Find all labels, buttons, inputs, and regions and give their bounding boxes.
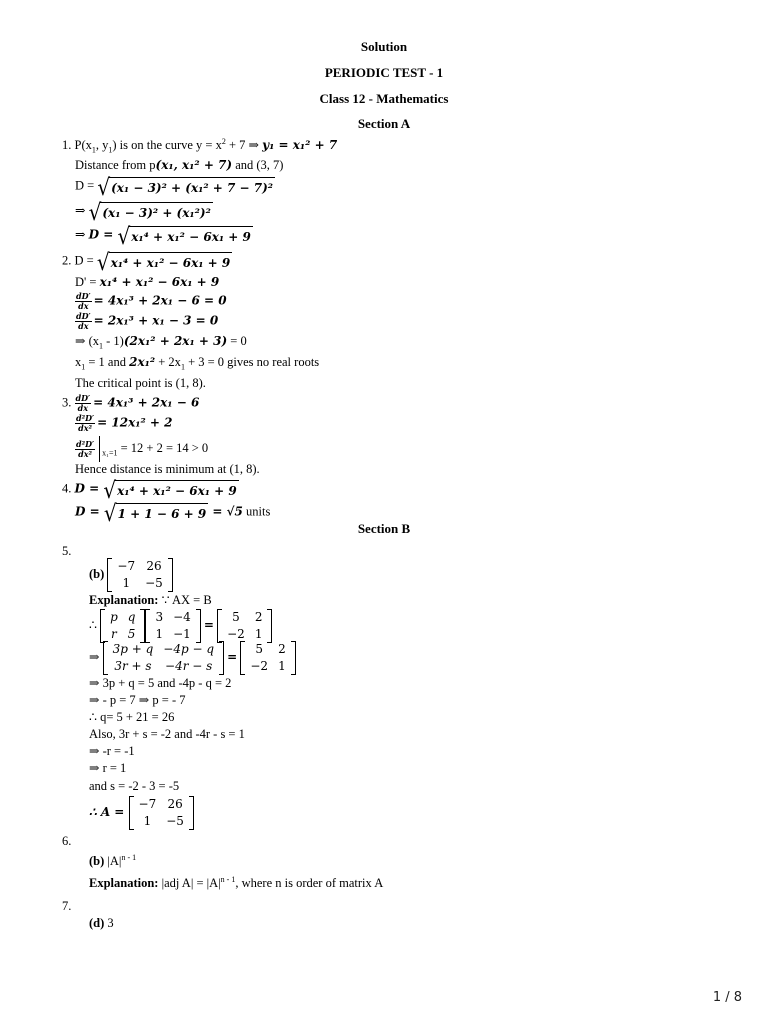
- q5-line8: Also, 3r + s = -2 and -4r - s = 1: [89, 727, 245, 741]
- q2-line6: $x_1 = 1$ and $2x_1^2 + 2x_1 + 3 = 0$ gives no real roots: [75, 355, 320, 372]
- q3-line4: Hence distance is minimum at (1, 8).: [75, 462, 260, 476]
- matrix-cell: 3p + q: [112, 642, 154, 656]
- q2-line1: 2. D = √x₁⁴ + x₁² − 6x₁ + 9: [62, 247, 231, 276]
- q2-line3: $\frac{dD'}{dx}$ = 4x₁³ + 2x₁ − 6 = 0: [76, 291, 227, 311]
- q5-line6: ⇒ - p = 7 ⇒ p = - 7: [89, 693, 186, 707]
- q5-line11: and s = -2 - 3 = -5: [89, 779, 180, 793]
- q5-number: 5.: [62, 544, 72, 558]
- q3-line2: $\frac{\text{d²D′}}{\text{dx²}}$ = 12x₁² + 2: [76, 413, 173, 433]
- q1-line1: 1. $P(x_1$, $y_1$) is on the curve $y = x^2 + 7$ ⇒ y₁ = x₁² + 7: [62, 136, 338, 155]
- matrix-cell: 3r + s: [114, 659, 152, 673]
- matrix-cell: p: [110, 610, 118, 624]
- q2-line4: $\frac{dD'}{dx}$ = 2x₁³ + x₁ − 3 = 0: [76, 311, 219, 331]
- matrix-cell: 2: [278, 642, 286, 656]
- matrix-cell: −5: [166, 814, 184, 828]
- q3-line3: $\frac{\text{d²D′}}{\text{dx²}}$ $_{x_1=1}$ = 12 + 2 = 14 > 0: [75, 436, 208, 462]
- matrix-cell: 5: [127, 627, 136, 641]
- matrix-cell: −2: [227, 627, 245, 641]
- matrix-cell: −4r − s: [165, 659, 213, 673]
- sqrt-symbol: √(x₁ − 3)² + (x₁² + 7 − 7)²: [97, 172, 274, 201]
- q1-line3: D = √(x₁ − 3)² + (x₁² + 7 − 7)²: [75, 172, 274, 201]
- matrix-cell: 2: [254, 610, 263, 624]
- matrix-cell: 1: [254, 627, 263, 641]
- q5-line7: ∴ q= 5 + 21 = 26: [89, 710, 175, 724]
- section-a-heading: Section A: [357, 116, 411, 131]
- matrix-cell: 26: [146, 559, 162, 573]
- matrix-cell: 5: [255, 642, 264, 656]
- q4-line1: 4. D = √x₁⁴ + x₁² − 6x₁ + 9: [62, 475, 237, 504]
- matrix-cell: −4p − q: [163, 642, 215, 656]
- b-matrix: [217, 609, 272, 643]
- test-title: PERIODIC TEST - 1: [324, 65, 444, 80]
- q1-curve-math: y₁ = x₁² + 7: [262, 138, 338, 152]
- q6-option: (b) $|A|^{n - 1}$: [89, 852, 137, 868]
- q2-line2: D' = x₁⁴ + x₁² − 6x₁ + 9: [75, 275, 220, 289]
- q5-explanation: Explanation: ∵ AX = B: [89, 593, 212, 607]
- matrix-cell: 1: [122, 576, 131, 590]
- q5-line12: ∴ A = −7 26 1 −5: [89, 796, 194, 830]
- q5-matrix-equation: ∴ p q r 5 3 −4 1 −1 = 5 2 −2 1: [89, 609, 272, 643]
- matrix-cell: −1: [173, 627, 191, 641]
- matrix-cell: −5: [145, 576, 163, 590]
- matrix-cell: −4: [173, 610, 191, 624]
- matrix-cell: 1: [278, 659, 286, 673]
- matrix-cell: 5: [232, 610, 240, 624]
- matrix-cell: −7: [138, 797, 157, 811]
- q6-explanation: Explanation: |adj $A| = |A|^{n - 1}$, where n is order of matrix A: [89, 874, 384, 890]
- q5-line9: ⇒ -r = -1: [89, 744, 135, 758]
- matrix-cell: −2: [250, 659, 269, 673]
- q7-option: (d) 3: [89, 916, 114, 930]
- page-number: 1 / 8: [712, 990, 742, 1005]
- q5-line5: ⇒ 3p + q = 5 and -4p - q = 2: [89, 676, 232, 690]
- q6-number: 6.: [62, 834, 72, 848]
- class-title: Class 12 - Mathematics: [319, 91, 449, 106]
- pq-matrix: [100, 609, 145, 643]
- b-matrix-2: [240, 641, 295, 675]
- matrix-cell: 1: [143, 814, 152, 828]
- q5-option: (b) −7 26 1 −5: [89, 558, 173, 592]
- q7-number: 7.: [62, 899, 72, 913]
- q2-line7: The critical point is (1, 8).: [75, 376, 206, 390]
- q1-line4: ⇒ √(x₁ − 3)² + (x₁²)²: [75, 197, 211, 226]
- x-matrix: [145, 609, 200, 643]
- q5-line10: ⇒ r = 1: [89, 761, 127, 775]
- matrix-cell: −7: [117, 559, 136, 573]
- q4-line2: D = √1 + 1 − 6 + 9 = √5 units: [75, 498, 271, 527]
- q1-line5: ⇒ D = √x₁⁴ + x₁² − 6x₁ + 9: [75, 221, 251, 250]
- q3-line1: 3. $\frac{dD'}{dx}$ = 4x₁³ + 2x₁ − 6: [62, 393, 200, 413]
- q5-product-equation: ⇒ 3p + q −4p − q 3r + s −4r − s = 5 2 −2 1: [89, 641, 296, 675]
- matrix-cell: 3: [155, 610, 164, 624]
- answer-matrix: [107, 558, 172, 592]
- matrix-cell: 1: [155, 627, 164, 641]
- section-b-heading: Section B: [357, 521, 411, 536]
- q1-line2: Distance from p(x₁, x₁² + 7) and (3, 7): [75, 158, 284, 172]
- matrix-cell: r: [111, 627, 117, 641]
- final-matrix: [129, 796, 194, 830]
- product-matrix: [103, 641, 224, 675]
- solution-heading: Solution: [360, 39, 408, 54]
- matrix-cell: 26: [167, 797, 183, 811]
- q2-line5: ⇒ $(x_1 - 1)(2x_1^2 + 2x_1 + 3) = 0$: [75, 334, 247, 351]
- matrix-cell: q: [127, 610, 136, 624]
